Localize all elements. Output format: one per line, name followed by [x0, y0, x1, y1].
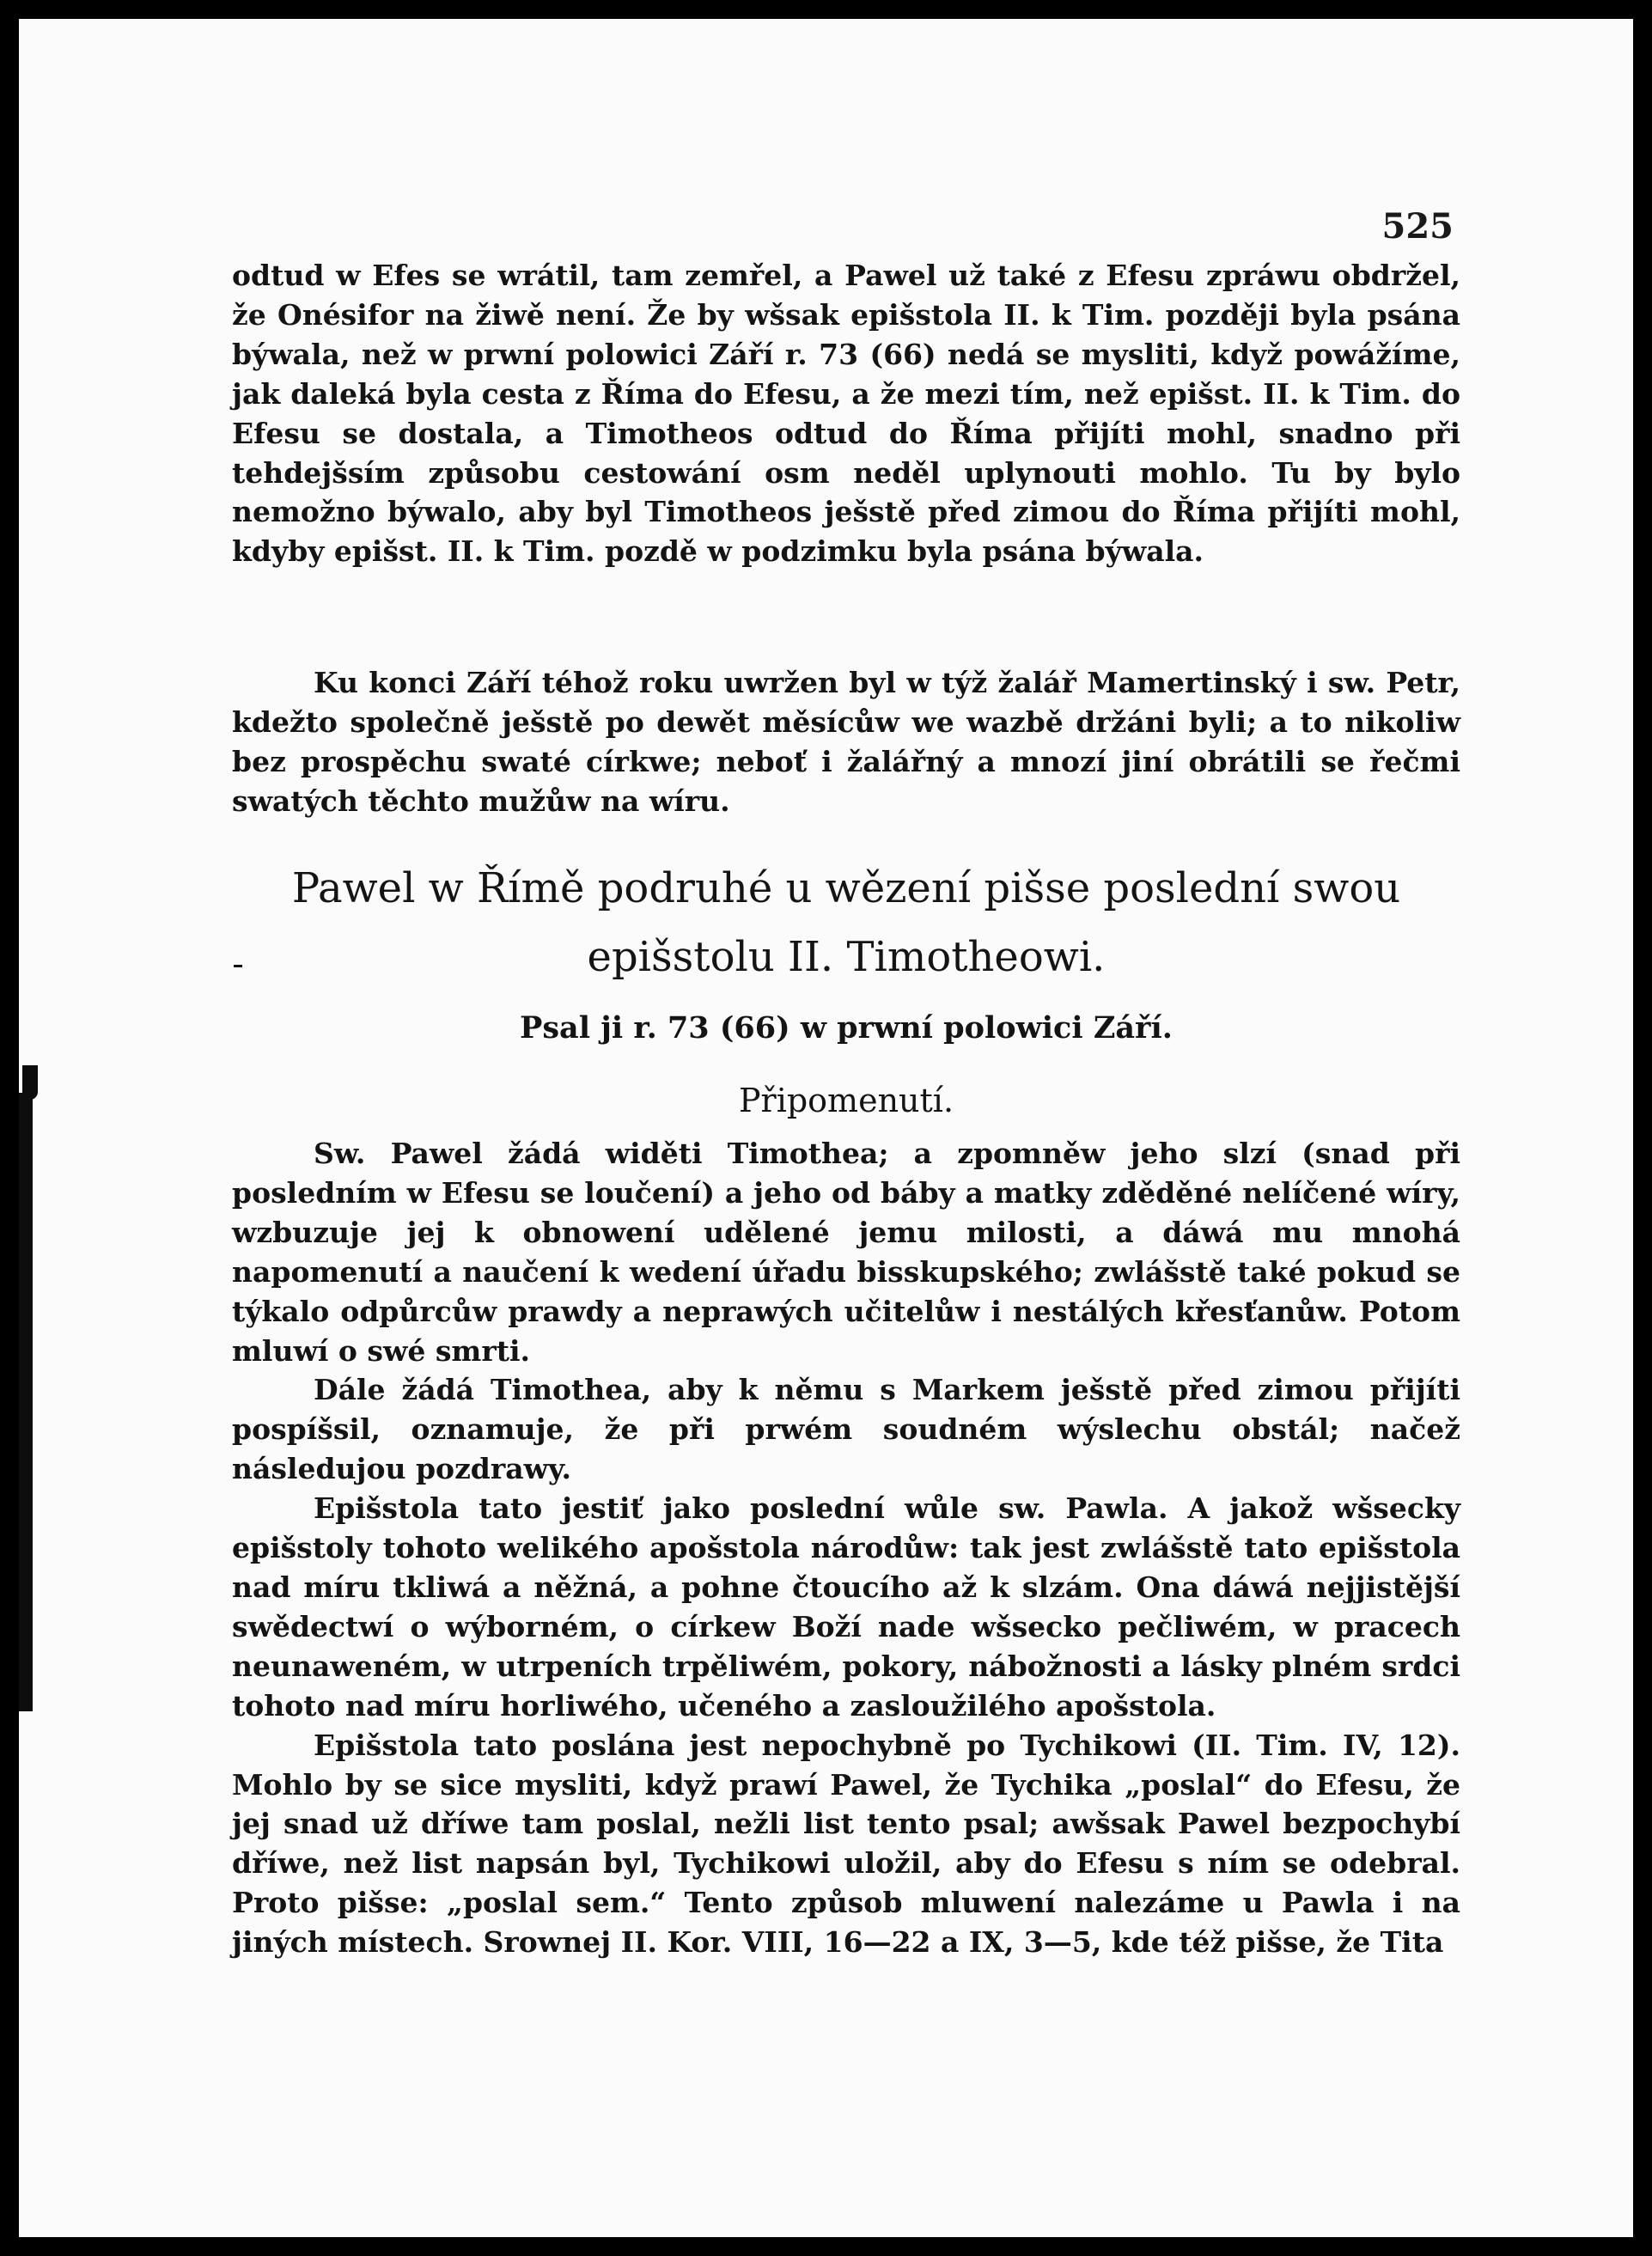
body-paragraph: Dále žádá Timothea, aby k němu s Markem ješstě před zimou přijíti pospíšsil, oznamuje, že při prwém soudném wýslechu obstál; načež následujou pozdrawy.: [232, 1373, 1460, 1486]
binding-edge-mark: [19, 1093, 33, 1711]
body-paragraph: Epišstola tato jestiť jako poslední wůle sw. Pawla. A jakož wšsecky epišstoly tohoto welikého apošstola národůw: tak jest zwlášstě tato epišstola nad míru tkliwá a něžná, a pohne čtoucího až k slzám. Ona dáwá nejjistější swědectwí o wýborném, o církew Boží nade wšsecko pečliwém, w pracech neunaweném, w utrpeních trpěliwém, pokory, nábožnosti a lásky plném srdci tohoto nad míru horliwého, učeného a zasloužilého apošstola.: [232, 1491, 1460, 1722]
closing-paragraph: Ku konci Září téhož roku uwržen byl w týž žalář Mamertinský i sw. Petr, kdežto společně ješstě po dewět měsícůw we wazbě držáni byli; a to nikoliw bez prospěchu swaté církwe; neboť i žalářný a mnozí jiní obrátili se řečmi swatých těchto mužůw na wíru.: [232, 666, 1460, 818]
intro-text: [232, 256, 1460, 571]
print-speck: [234, 965, 242, 967]
page-number: 525: [1381, 206, 1454, 247]
intro-paragraph: odtud w Efes se wrátil, tam zemřel, a Pawel už také z Efesu zpráwu obdržel, že Onésifor na žiwě není. Že by wšsak epišstola II. k Tim. později byla psána býwala, než w prwní polowici Září r. 73 (66) nedá se mysliti, když powážíme, jak daleká byla cesta z Říma do Efesu, a že mezi tím, než epišst. II. k Tim. do Efesu se dostala, a Timotheos odtud do Říma přijíti mohl, snadno při tehdejšsím způsobu cestowání osm neděl uplynouti mohlo. Tu by bylo nemožno býwalo, aby byl Timotheos ješstě před zimou do Říma přijíti mohl, kdyby epišst. II. k Tim. pozdě w podzimku byla psána býwala.: [232, 259, 1460, 569]
body-paragraph: Sw. Pawel žádá widěti Timothea; a zpomněw jeho slzí (snad při posledním w Efesu se loučení) a jeho od báby a matky zděděné nelíčené wíry, wzbuzuje jej k obnowení udělené jemu milosti, a dáwá mu mnohá napomenutí a naučení k wedení úřadu bisskupského; zwlášstě také pokud se týkalo odpůrcůw prawdy a neprawých učitelůw i nestálých křesťanůw. Potom mluwí o swé smrti.: [232, 1137, 1460, 1368]
dating-line: Psal ji r. 73 (66) w prwní polowici Září.: [520, 1010, 1173, 1046]
book-page: [19, 19, 1633, 2237]
closing-text: [232, 663, 1460, 821]
reminder-body: [232, 1134, 1460, 1962]
reminder-heading: Připomenutí.: [738, 1082, 954, 1119]
body-paragraph: Epišstola tato poslána jest nepochybně po Tychikowi (II. Tim. IV, 12). Mohlo by se sice mysliti, když prawí Pawel, že Tychika „poslal“ do Efesu, že jej snad už dříwe tam poslal, nežli list tento psal; awšsak Pawel bezpochybí dříwe, než list napsán byl, Tychikowi uložil, aby do Efesu s ním se odebral. Proto pišse: „poslal sem.“ Tento způsob mluwení nalezáme u Pawla i na jiných místech. Srownej II. Kor. VIII, 16—22 a IX, 3—5, kde též pišse, že Tita: [232, 1728, 1460, 1960]
section-title: Pawel w Římě podruhé u wězení pišse poslední swou epišstolu II. Timotheowi.: [291, 864, 1401, 981]
